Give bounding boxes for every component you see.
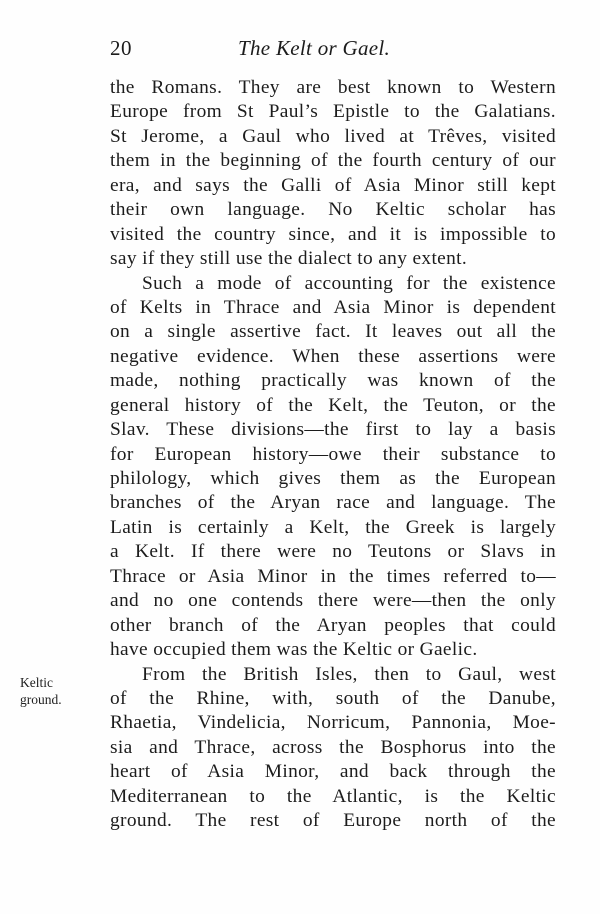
text-line: sia and Thrace, across the Bosphorus into the: [110, 736, 556, 758]
running-title: The Kelt or Gael.: [238, 36, 391, 60]
text-line: general history of the Kelt, the Teuton, or the: [110, 394, 556, 416]
text-line: Rhaetia, Vindelicia, Norricum, Pannonia, Moe-: [110, 712, 556, 734]
text-line: Slav. These divisions—the first to lay a basis: [110, 419, 556, 441]
text-line: and no one contends there were—then the only: [110, 590, 556, 612]
text-line: of the Rhine, with, south of the Danube,: [110, 687, 556, 709]
margin-note: [20, 674, 62, 708]
text-line: a Kelt. If there were no Teutons or Slavs in: [110, 541, 556, 563]
text-line: them in the beginning of the fourth century of our: [110, 150, 556, 172]
page-header: [110, 36, 556, 66]
margin-note-line: Keltic: [20, 675, 53, 690]
text-line: era, and says the Galli of Asia Minor still kept: [110, 174, 556, 196]
text-line: branches of the Aryan race and language. The: [110, 492, 556, 514]
text-line: of Kelts in Thrace and Asia Minor is dependent: [110, 296, 556, 318]
text-line: on a single assertive fact. It leaves out all the: [110, 321, 556, 343]
text-line: heart of Asia Minor, and back through the: [110, 761, 556, 783]
text-line: say if they still use the dialect to any extent.: [110, 248, 468, 270]
body-text: [110, 76, 556, 834]
text-line: made, nothing practically was known of the: [110, 370, 556, 392]
text-line: From the British Isles, then to Gaul, west: [142, 663, 556, 685]
text-line: have occupied them was the Keltic or Gaelic.: [110, 639, 478, 661]
text-line: Thrace or Asia Minor in the times referred to—: [110, 565, 556, 587]
page-number: 20: [110, 36, 132, 60]
text-line: Mediterranean to the Atlantic, is the Keltic: [110, 785, 556, 807]
text-line: their own language. No Keltic scholar has: [110, 199, 556, 221]
text-line: philology, which gives them as the European: [110, 468, 556, 489]
text-line: visited the country since, and it is impossible to: [110, 223, 556, 245]
text-line: the Romans. They are best known to Western: [110, 77, 556, 98]
text-line: other branch of the Aryan peoples that could: [110, 614, 556, 636]
text-line: for European history—owe their substance to: [110, 443, 556, 465]
text-line: Such a mode of accounting for the existence: [142, 272, 556, 294]
text-line: Europe from St Paul’s Epistle to the Galatians.: [110, 101, 556, 123]
text-line: ground. The rest of Europe north of the: [110, 810, 556, 832]
text-line: negative evidence. When these assertions were: [110, 345, 556, 367]
margin-note-line: ground.: [20, 692, 62, 707]
text-line: Latin is certainly a Kelt, the Greek is largely: [110, 516, 556, 538]
text-line: St Jerome, a Gaul who lived at Trêves, visited: [110, 125, 556, 147]
